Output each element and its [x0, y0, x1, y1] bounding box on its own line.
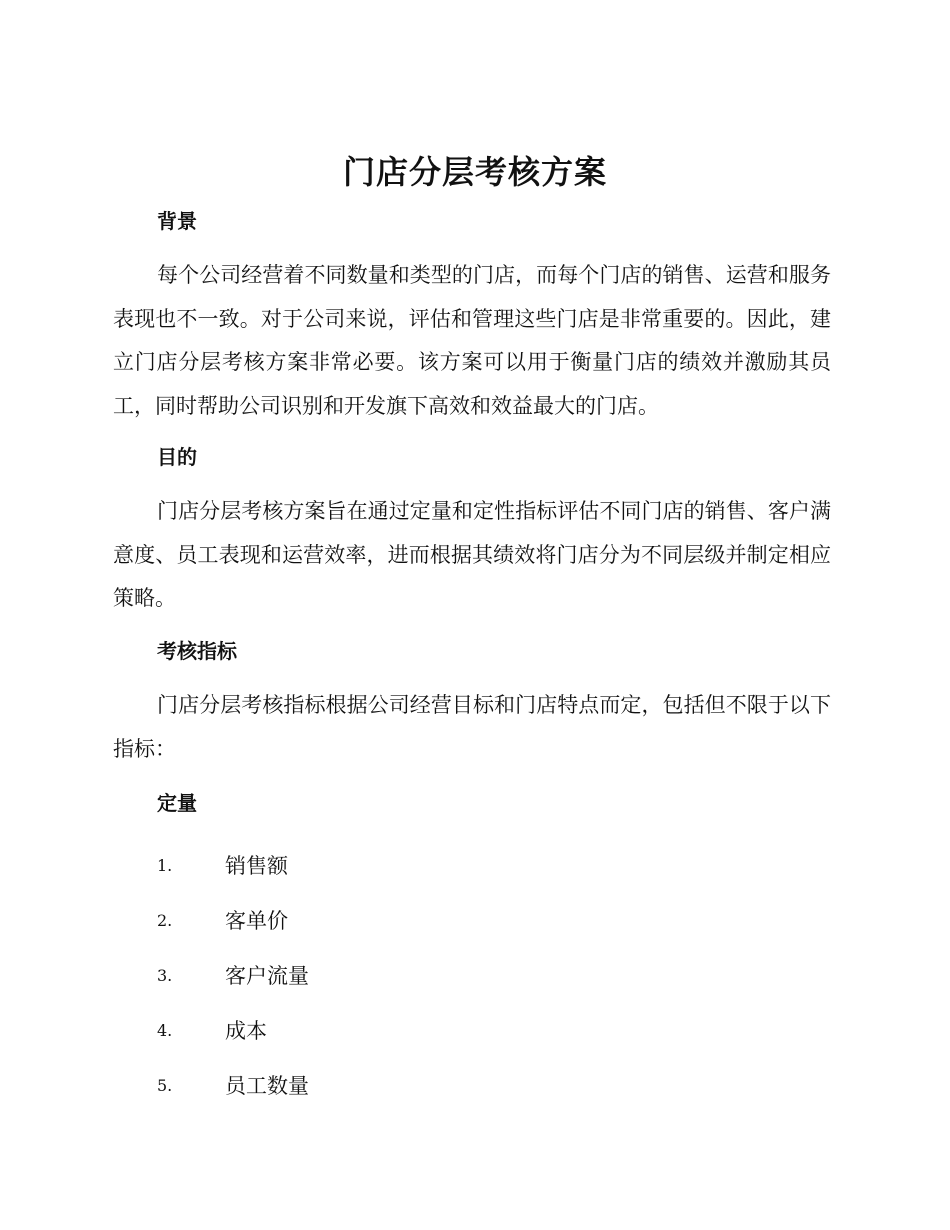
- list-item-text: 员工数量: [225, 1073, 309, 1098]
- document-title: 门店分层考核方案: [342, 153, 607, 191]
- section-body-purpose: 门店分层考核方案旨在通过定量和定性指标评估不同门店的销售、客户满意度、员工表现和运营效率，进而根据其绩效将门店分为不同层级并制定相应策略。: [113, 499, 831, 610]
- section-heading-metrics: 考核指标: [157, 639, 237, 663]
- section-body-background: 每个公司经营着不同数量和类型的门店，而每个门店的销售、运营和服务表现也不一致。对于公司来说，评估和管理这些门店是非常重要的。因此，建立门店分层考核方案非常必要。该方案可以用于衡量门店的绩效并激励其员工，同时帮助公司识别和开发旗下高效和效益最大的门店。: [113, 263, 831, 418]
- list-item-number: 1.: [157, 855, 173, 875]
- list-item-number: 2.: [157, 910, 173, 930]
- section-heading-quantitative: 定量: [157, 791, 197, 815]
- list-item: [157, 948, 309, 1003]
- section-heading-purpose: 目的: [157, 445, 197, 469]
- list-item: [157, 1058, 309, 1113]
- list-item-text: 客单价: [225, 908, 288, 933]
- list-item-number: 4.: [157, 1020, 173, 1040]
- quantitative-list: [157, 838, 309, 1113]
- list-item: [157, 1003, 309, 1058]
- list-item-text: 客户流量: [225, 963, 309, 988]
- list-item-number: 5.: [157, 1075, 173, 1095]
- section-heading-background: 背景: [157, 209, 197, 233]
- section-body-metrics: 门店分层考核指标根据公司经营目标和门店特点而定，包括但不限于以下指标：: [113, 693, 831, 761]
- list-item-text: 成本: [225, 1018, 267, 1043]
- list-item: [157, 838, 309, 893]
- list-item-text: 销售额: [225, 853, 288, 878]
- list-item-number: 3.: [157, 965, 173, 985]
- list-item: [157, 893, 309, 948]
